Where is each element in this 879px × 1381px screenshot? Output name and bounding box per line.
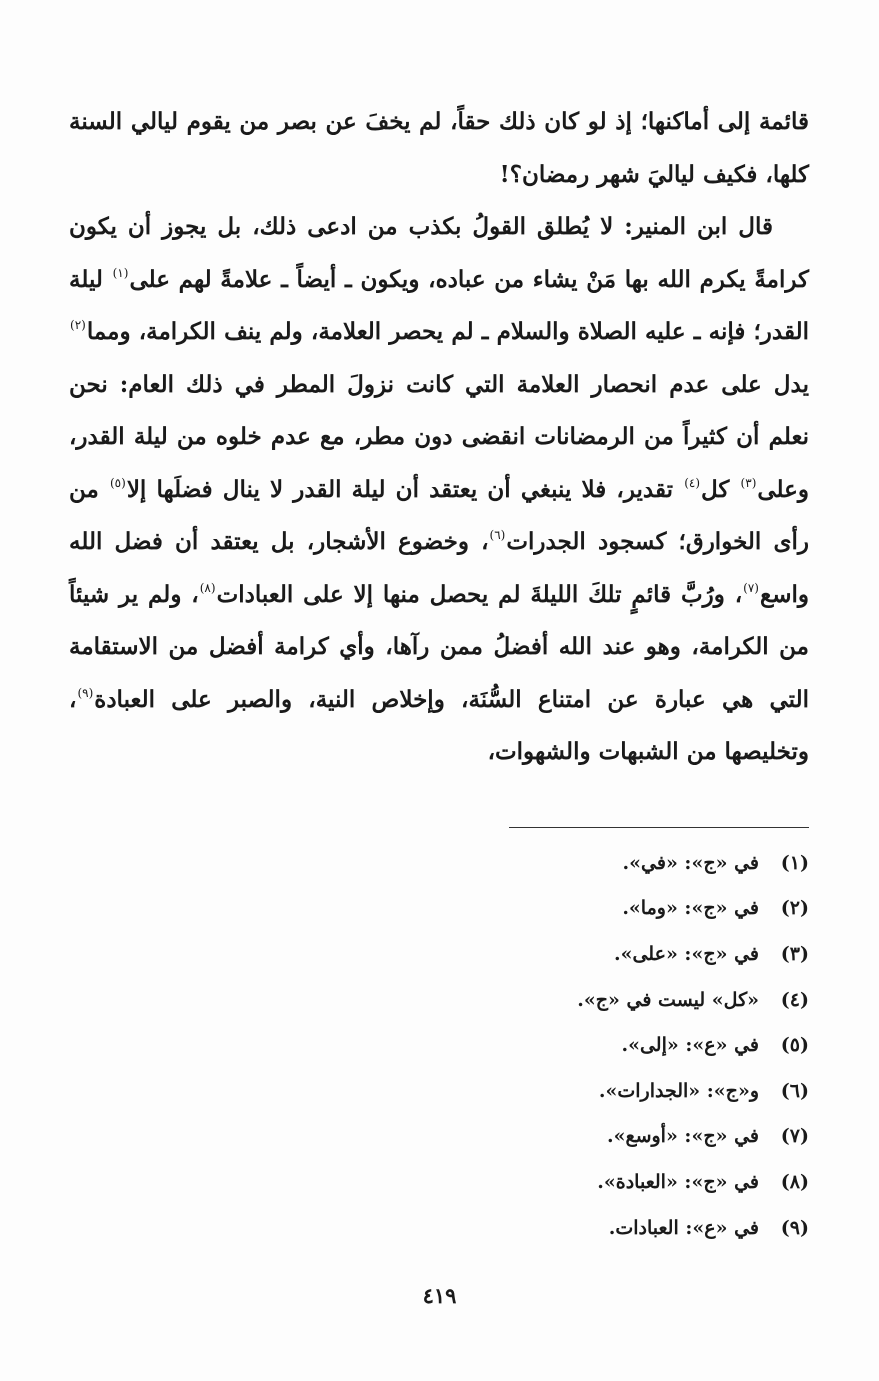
footnote-text: في «ج»: «في». — [622, 851, 759, 874]
footnote-marker: (١) — [112, 265, 129, 280]
footnote-text: في «ج»: «العبادة». — [597, 1170, 759, 1193]
footnote-text: في «ع»: العبادات. — [608, 1216, 759, 1239]
text-run: ليلة القدر؛ فإنه ـ عليه الصلاة والسلام ـ لم يحصر العلامة، ولم ينف الكرامة، ومما — [69, 265, 809, 345]
page-number: ٤١٩ — [422, 1283, 457, 1308]
footnote-text: و«ج»: «الجدارات». — [598, 1079, 759, 1102]
footnote-marker: (٧) — [743, 580, 759, 595]
footnote-marker: (٨) — [199, 580, 216, 595]
footnote-text: في «ج»: «وما». — [622, 897, 759, 920]
footnote-number: (١) — [780, 851, 809, 874]
footnote-number: (٦) — [780, 1079, 809, 1102]
text-run: قال ابن المنير: لا يُطلق القولُ بكذب من ادعى ذلك، بل يجوز أن يكون كرامةً يكرم الله بها مَنْ يشاء من عباده، ويكون ـ أيضاً ـ علامةً لهم على — [69, 213, 809, 293]
footnote-text: في «ع»: «إلى». — [621, 1034, 759, 1057]
footnote-marker: (٥) — [109, 475, 126, 490]
footnote-number: (٧) — [780, 1125, 809, 1148]
text-run: ، ولم ير شيئاً من الكرامة، وهو عند الله أفضلُ ممن رآها، وأي كرامة أفضل من الاستقامة التي هي عبارة عن امتناع السُّنَة، وإخلاص النية، والصبر على العبادة — [69, 580, 809, 713]
footnote-number: (٣) — [780, 942, 809, 965]
footnote-number: (٢) — [780, 897, 809, 920]
footnote-marker: (٩) — [77, 685, 94, 700]
footnote-number: (٤) — [780, 988, 809, 1011]
footnote-text: في «ج»: «أوسع». — [606, 1125, 759, 1148]
text-run: يدل على عدم انحصار العلامة التي كانت نزولَ المطر في ذلك العام: نحن نعلم أن كثيراً من الرمضانات انقضى دون مطر، مع عدم خلوه من ليلة القدر، وعلى — [69, 370, 809, 503]
footnote-item — [109, 886, 809, 932]
footnote-item — [109, 1205, 809, 1251]
footnote-item — [109, 1159, 809, 1205]
footnote-text: في «ج»: «على». — [613, 942, 759, 965]
paragraph — [69, 96, 809, 201]
footnote-item — [109, 931, 809, 977]
footnote-number: (٨) — [780, 1170, 809, 1193]
text-run: تقدير، فلا ينبغي أن يعتقد أن ليلة القدر لا ينال فضلَها إلا — [126, 475, 684, 503]
text-run: قائمة إلى أماكنها؛ إذ لو كان ذلك حقاً، لم يخفَ عن بصر من يقوم ليالي السنة كلها، فكيف لياليَ شهر رمضان؟! — [69, 108, 809, 188]
footnote-marker: (٤) — [684, 475, 701, 490]
footnote-item — [109, 977, 809, 1023]
text-run: كل — [701, 475, 740, 503]
footnote-item — [109, 1068, 809, 1114]
footnote-item — [109, 1022, 809, 1068]
text-run: من رأى الخوارق؛ كسجود الجدرات — [69, 475, 809, 555]
main-text — [69, 96, 809, 779]
footnote-marker: (٣) — [740, 475, 757, 490]
footnote-number: (٥) — [780, 1034, 809, 1057]
footnote-marker: (٢) — [70, 318, 86, 332]
text-run: ، وتخليصها من الشبهات والشهوات، — [69, 685, 809, 765]
footnote-number: (٩) — [780, 1216, 809, 1239]
footnote-separator — [509, 827, 809, 828]
text-run: ، وخضوع الأشجار، بل يعتقد أن فضل الله واسع — [69, 528, 809, 608]
footnote-item — [109, 1114, 809, 1160]
footnote-text: «كل» ليست في «ج». — [577, 988, 759, 1011]
footnote-marker: (٦) — [489, 528, 506, 542]
footnote-item — [109, 840, 809, 886]
text-run: ، ورُبَّ قائمٍ تلكَ الليلةَ لم يحصل منها إلا على العبادات — [216, 580, 743, 608]
paragraph — [69, 201, 809, 779]
footnotes-list — [109, 840, 809, 1250]
